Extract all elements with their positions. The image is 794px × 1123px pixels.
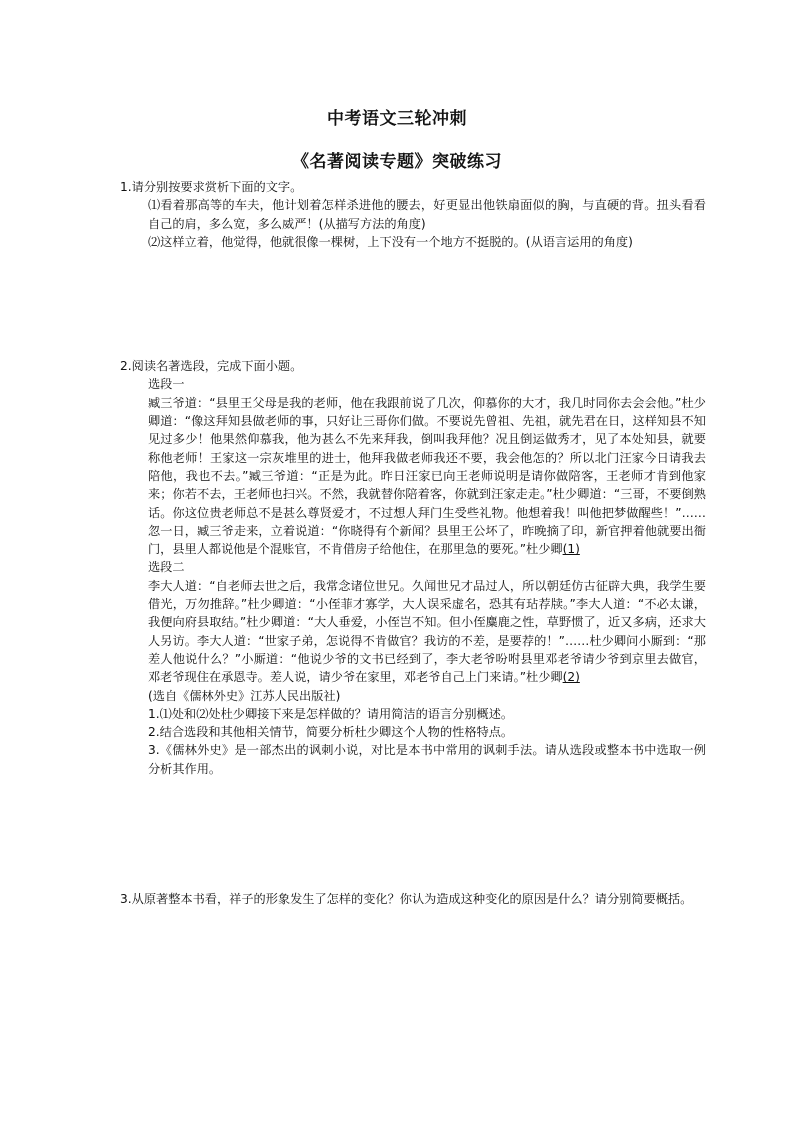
- page-title: 中考语文三轮冲刺: [327, 109, 467, 129]
- selection-1-text: [120, 394, 706, 559]
- sub-question-1: 1.⑴处和⑵处杜少卿接下来是怎样做的？请用简洁的语言分别概述。: [148, 706, 514, 721]
- document-body: [120, 178, 706, 908]
- selection-1-label: 选段一: [148, 377, 185, 392]
- answer-space: [120, 778, 706, 890]
- selection-1-body: 臧三爷道：“县里王父母是我的老师，他在我跟前说了几次，仰慕你的大才，我几时同你去会会他。”杜少卿道：“像这拜知县做老师的事，只好让三哥你们做。不要说先曾祖、先祖，就先君在日，这样知县不知见过多少！他果然仰慕我，他为甚么不先来拜我，倒叫我拜他？况且倒运做秀才，见了本处知县，就要称他老师！王家这一宗灰堆里的进士，他拜我做老师我还不要，我会他怎的？所以北门汪家今日请我去陪他，我也不去。”臧三爷道：“正是为此。昨日汪家已向王老师说明是请你做陪客，王老师才肯到他家来；你若不去，王老师也扫兴。不然，我就替你陪着客，你就到汪家走走。”杜少卿道：“三哥，不要倒熟话。你这位贵老师总不是甚么尊贤爱才，不过想人拜门生受些礼物。他想着我！叫他把梦做醒些！”……忽一日，臧三爷走来，立着说道：“你晓得有个新闻？县里王公坏了，昨晚摘了印，新官押着他就要出衙门，县里人都说他是个混账官，不肯借房子给他住，在那里急的要死。”杜少卿: [148, 395, 706, 557]
- question-1-item-1: ⑴看着那高等的车夫，他计划着怎样杀进他的腰去，好更显出他铁扇面似的胸，与直硬的背。扭头看看自己的肩，多么宽，多么威严！(从描写方法的角度): [148, 198, 706, 231]
- blank-marker-2: (2): [562, 670, 580, 685]
- selection-2-body: 李大人道：“自老师去世之后，我常念诸位世兄。久闻世兄才品过人，所以朝廷仿古征辟大典，我学生要借光，万勿推辞。”杜少卿道：“小侄菲才寡学，大人误采虚名，恐其有玷荐牍。”李大人道：“不必太谦，我便向府县取结。”杜少卿道：“大人垂爱，小侄岂不知。但小侄麋鹿之性，草野惯了，近又多病，还求大人另访。李大人道：“世家子弟，怎说得不肯做官？我访的不差，是要荐的！”……杜少卿问小厮到：“那差人他说什么？”小厮道：“他说少爷的文书已经到了，李大老爷吩咐县里邓老爷请少爷到京里去做官，邓老爷现住在承恩寺。差人说，请少爷在家里，邓老爷自己上门来请。”杜少卿: [148, 578, 706, 685]
- source-note: (选自《儒林外史》江苏人民出版社): [148, 688, 341, 703]
- answer-space: [120, 251, 706, 357]
- selection-2-label: 选段二: [148, 560, 185, 575]
- sub-question-3: 3.《儒林外史》是一部杰出的讽刺小说，对比是本书中常用的讽刺手法。请从选段或整本书中选取一例分析其作用。: [148, 743, 706, 776]
- question-3-stem: 3.从原著整本书看，祥子的形象发生了怎样的变化？你认为造成这种变化的原因是什么？请分别简要概括。: [120, 892, 693, 907]
- question-1-item-2: ⑵这样立着，他觉得，他就很像一棵树，上下没有一个地方不挺脱的。(从语言运用的角度): [148, 234, 633, 249]
- question-2-stem: 2.阅读名著选段，完成下面小题。: [120, 359, 303, 374]
- page-subtitle: 《名著阅读专题》突破练习: [292, 152, 502, 172]
- selection-2-text: [120, 577, 706, 687]
- sub-question-2: 2.结合选段和其他相关情节，简要分析杜少卿这个人物的性格特点。: [148, 725, 514, 740]
- question-1-stem: 1.请分别按要求赏析下面的文字。: [120, 180, 303, 194]
- blank-marker-1: (1): [562, 542, 580, 557]
